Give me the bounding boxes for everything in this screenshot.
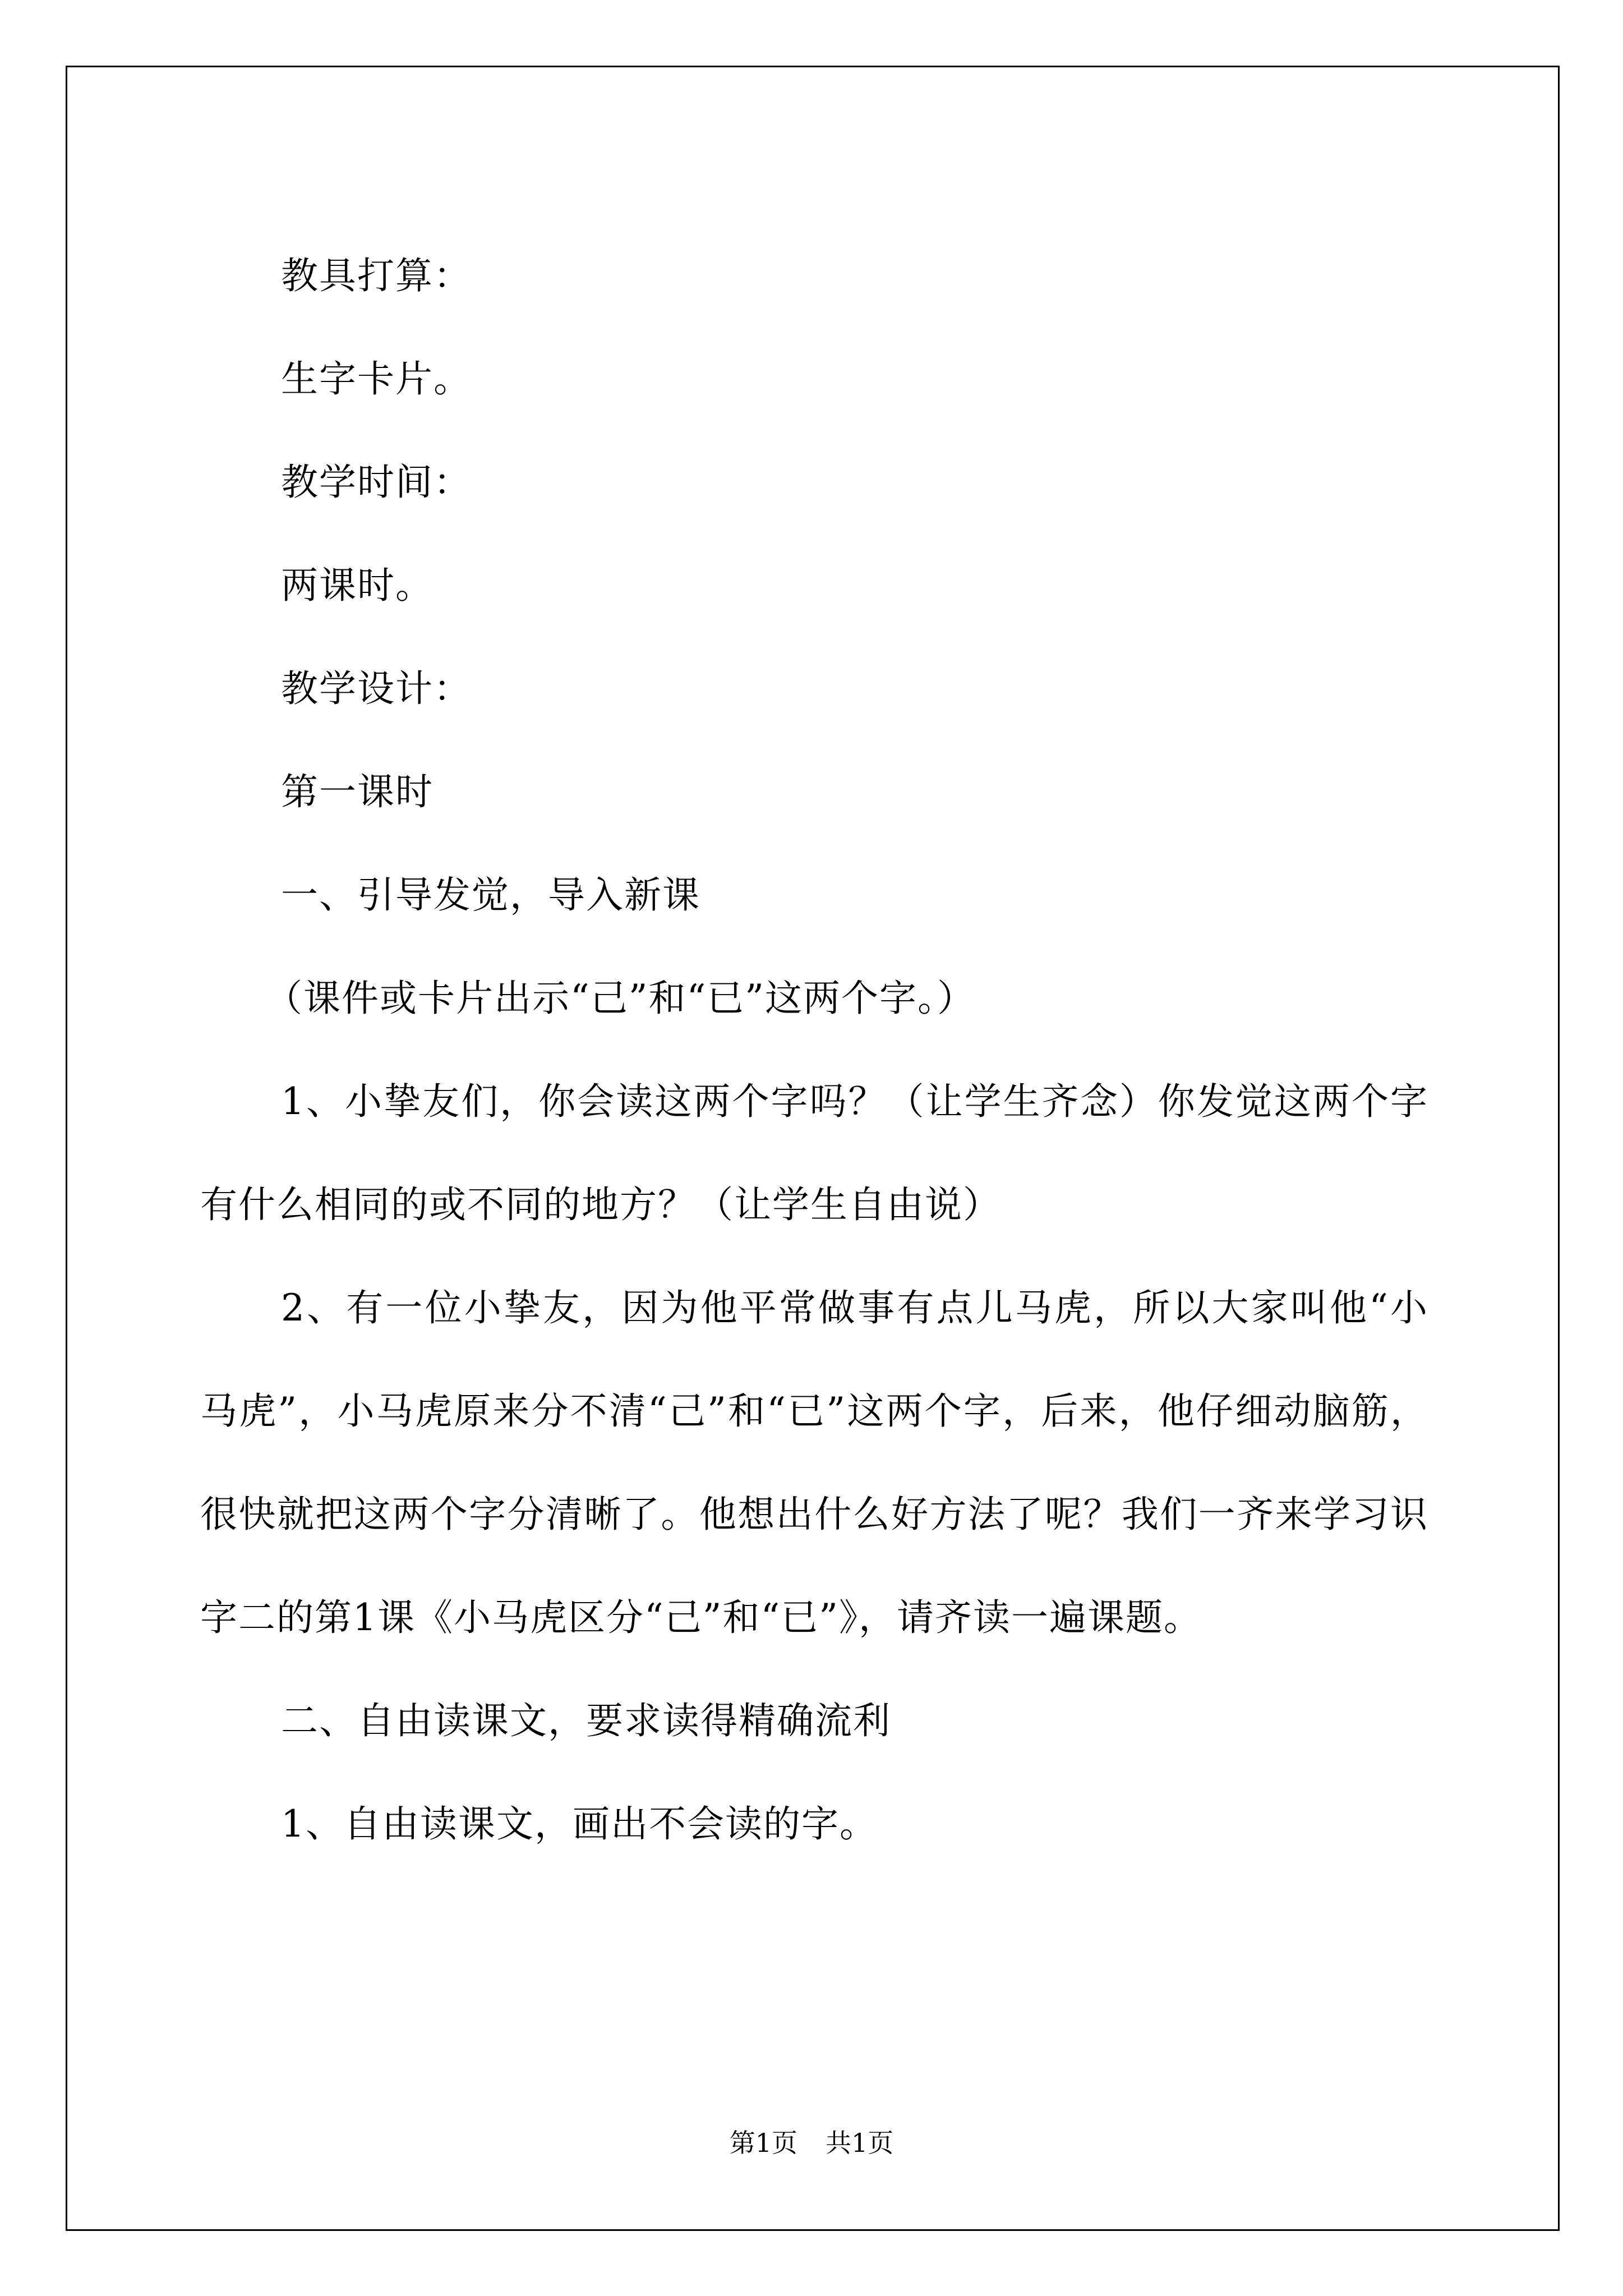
paragraph-courseware-note: （课件或卡片出示“己”和“已”这两个字。） [265, 977, 975, 1020]
paragraph-teaching-aids-heading: 教具打算： [281, 254, 472, 297]
paragraph-teaching-design-heading: 教学设计： [281, 667, 472, 710]
paragraph-section-two: 二、自由读课文，要求读得精确流利 [281, 1699, 891, 1742]
paragraph-step-one: 1、小挚友们，你会读这两个字吗？（让学生齐念）你发觉这两个字有什么相同的或不同的地方？（让学生自由说） [200, 1080, 1428, 1226]
paragraph-first-lesson: 第一课时 [281, 770, 434, 813]
paragraph-teaching-time-heading: 教学时间： [281, 461, 472, 504]
document-body [200, 224, 1428, 1876]
page-number: 第1页 [729, 2128, 797, 2158]
paragraph-teaching-time: 两课时。 [281, 564, 434, 607]
paragraph-section-one: 一、引导发觉，导入新课 [281, 873, 700, 917]
paragraph-teaching-aids: 生字卡片。 [281, 357, 472, 401]
paragraph-free-reading: 1、自由读课文，画出不会读的字。 [281, 1802, 878, 1846]
page-total: 共1页 [826, 2128, 894, 2158]
page-footer [0, 2126, 1623, 2160]
paragraph-step-two: 2、有一位小挚友，因为他平常做事有点儿马虎，所以大家叫他“小马虎”，小马虎原来分不清“己”和“已”这两个字，后来，他仔细动脑筋，很快就把这两个字分清晰了。他想出什么好方法了呢？我们一齐来学习识字二的第1课《小马虎区分“己”和“已”》，请齐读一遍课题。 [200, 1286, 1428, 1639]
